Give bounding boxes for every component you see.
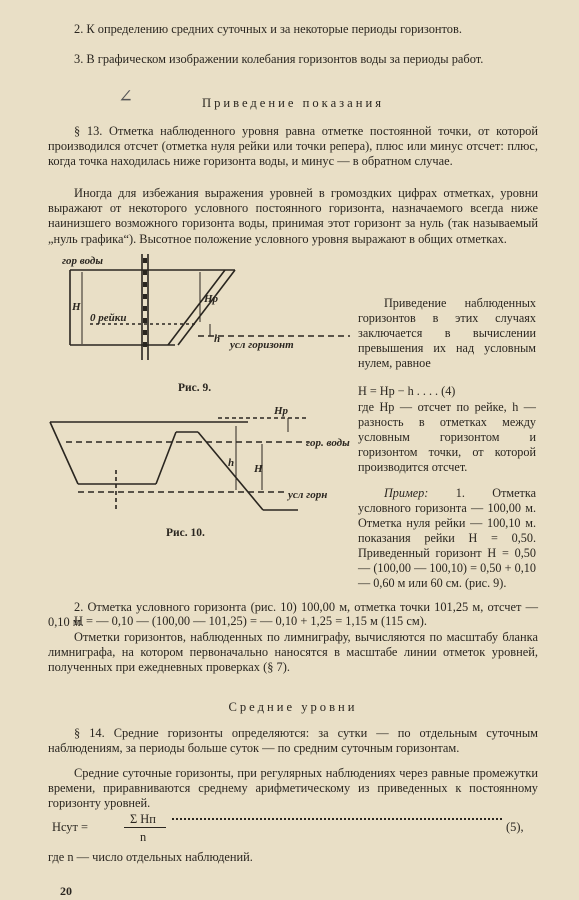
fig9-label-level: гор воды	[62, 255, 104, 267]
fig9-label-h: h	[214, 333, 221, 345]
formula-5-dot-leader	[172, 818, 502, 820]
formula-5-denominator: n	[140, 830, 147, 844]
paragraph-14: § 14. Средние горизонты определяются: за сутки — по отдельным суточным наблюдениям, за периоды больше суток — по средним суточным горизонтам.	[48, 726, 538, 756]
example-2-calculation: H = — 0,10 — (100,00 — 101,25) = — 0,10 + 1,25 = 1,15 м (115 см).	[74, 614, 427, 628]
paragraph-13: § 13. Отметка наблюденного уровня равна отметке постоянной точки, от которой производился отсчет (отметка нуля рейки или точки репера), плюс или минус отсчет: плюс, когда точка находилась ниже горизонта воды, и минус — в обратном случае.	[48, 124, 538, 169]
paragraph-where-n: где n — число отдельных наблюдений.	[48, 850, 253, 864]
fig10-left-bank	[50, 422, 78, 484]
paragraph-daily-means: Средние суточные горизонты, при регулярных наблюдениях через равные промежутки времени, приравниваются среднему арифметическому из приведенных к постоянному горизонту уровней.	[48, 766, 538, 811]
fig9-bank-slope	[178, 270, 235, 345]
figure-10	[48, 400, 358, 525]
paragraph-where-hp: где Hр — отсчет по рейке, h — разность в отметках между условным горизонтом и горизонтом точки, от которой производится отсчет.	[358, 400, 536, 474]
fig9-staff-mark	[143, 258, 147, 263]
heading-mean-levels: Средние уровни	[228, 700, 358, 714]
paragraph-reduction: Приведение наблюденных горизонтов в этих случаях заключается в вычислении превышения их над условным нулем, равное	[358, 296, 536, 370]
fig10-label-cond: усл горн	[288, 489, 328, 501]
fig9-label-Hp: Hр	[204, 293, 219, 305]
fig9-staff-mark	[143, 318, 147, 323]
figure-10-caption: Рис. 10.	[166, 527, 205, 539]
fig9-label-cond: усл горизонт	[230, 339, 294, 351]
fig9-label-zero: 0 рейки	[90, 312, 127, 324]
fig9-staff-mark	[143, 270, 147, 275]
paragraph-sometimes-text: Иногда для избежания выражения уровней в громоздких цифрах отметках, уровни выражают от некоторого условного постоянного горизонта, назначаемого всегда ниже наинизшего возможного горизонта воды, принимая этот горизонт за нуль (так называемый „нуль графика“). Высотное положение условного уровня выражают в общих отметках.	[48, 186, 538, 246]
figure-9	[60, 250, 360, 380]
fig10-label-Hp: Hр	[274, 405, 289, 417]
fig10-mid-slope-up	[156, 432, 176, 484]
formula-5-numerator: Σ Hп	[130, 812, 156, 826]
fig9-staff-mark	[143, 294, 147, 299]
paragraph-limnigraph: Отметки горизонтов, наблюденных по лимниграфу, вычисляются по масштабу бланка лимниграфа, на котором первоначально наносятся в масштабе линии отметок уровней, полученных при ежедневных проверках (§ 7).	[48, 630, 538, 675]
paragraph-sometimes	[48, 186, 538, 247]
example-label: Пример:	[384, 486, 429, 500]
fig9-staff-mark	[143, 282, 147, 287]
paragraph-example-2: 2. Отметка условного горизонта (рис. 10) 100,00 м, отметка точки 101,25 м, отсчет — 0,10 м.	[48, 600, 538, 630]
paragraph-example-1	[358, 486, 536, 591]
formula-5-fraction-bar	[124, 827, 166, 828]
fig9-staff-mark	[143, 306, 147, 311]
figure-9-caption: Рис. 9.	[178, 382, 212, 394]
formula-5-lhs: Hсут =	[52, 820, 88, 834]
fig10-label-H: H	[254, 463, 263, 475]
pencil-mark: ∠	[118, 86, 134, 106]
paragraph-item-2: 2. К определению средних суточных и за некоторые периоды горизонтов.	[74, 22, 462, 36]
fig9-staff-mark	[143, 330, 147, 335]
formula-5-tag: (5),	[506, 820, 524, 834]
formula-4: H = Hр − h . . . . (4)	[358, 384, 456, 398]
formula-5	[48, 812, 538, 846]
paragraph-item-3: 3. В графическом изображении колебания горизонтов воды за периоды работ.	[74, 52, 484, 66]
heading-reduction: Приведение показания	[201, 96, 385, 110]
fig10-label-h: h	[228, 457, 235, 469]
example-1-text: 1. Отметка условного горизонта — 100,00 м. Отметка нуля рейки — 100,10 м. показания рейки H = 0,50. Приведенный горизонт H = 0,50 — (100,00 — 100,10) = 0,50 + 0,10 — 0,60 м или 60 см. (рис. 9).	[358, 486, 536, 590]
fig10-label-level: гор. воды	[306, 437, 350, 449]
page-number: 20	[60, 884, 72, 898]
fig9-staff-mark	[143, 342, 147, 347]
fig9-label-H: H	[72, 301, 81, 313]
